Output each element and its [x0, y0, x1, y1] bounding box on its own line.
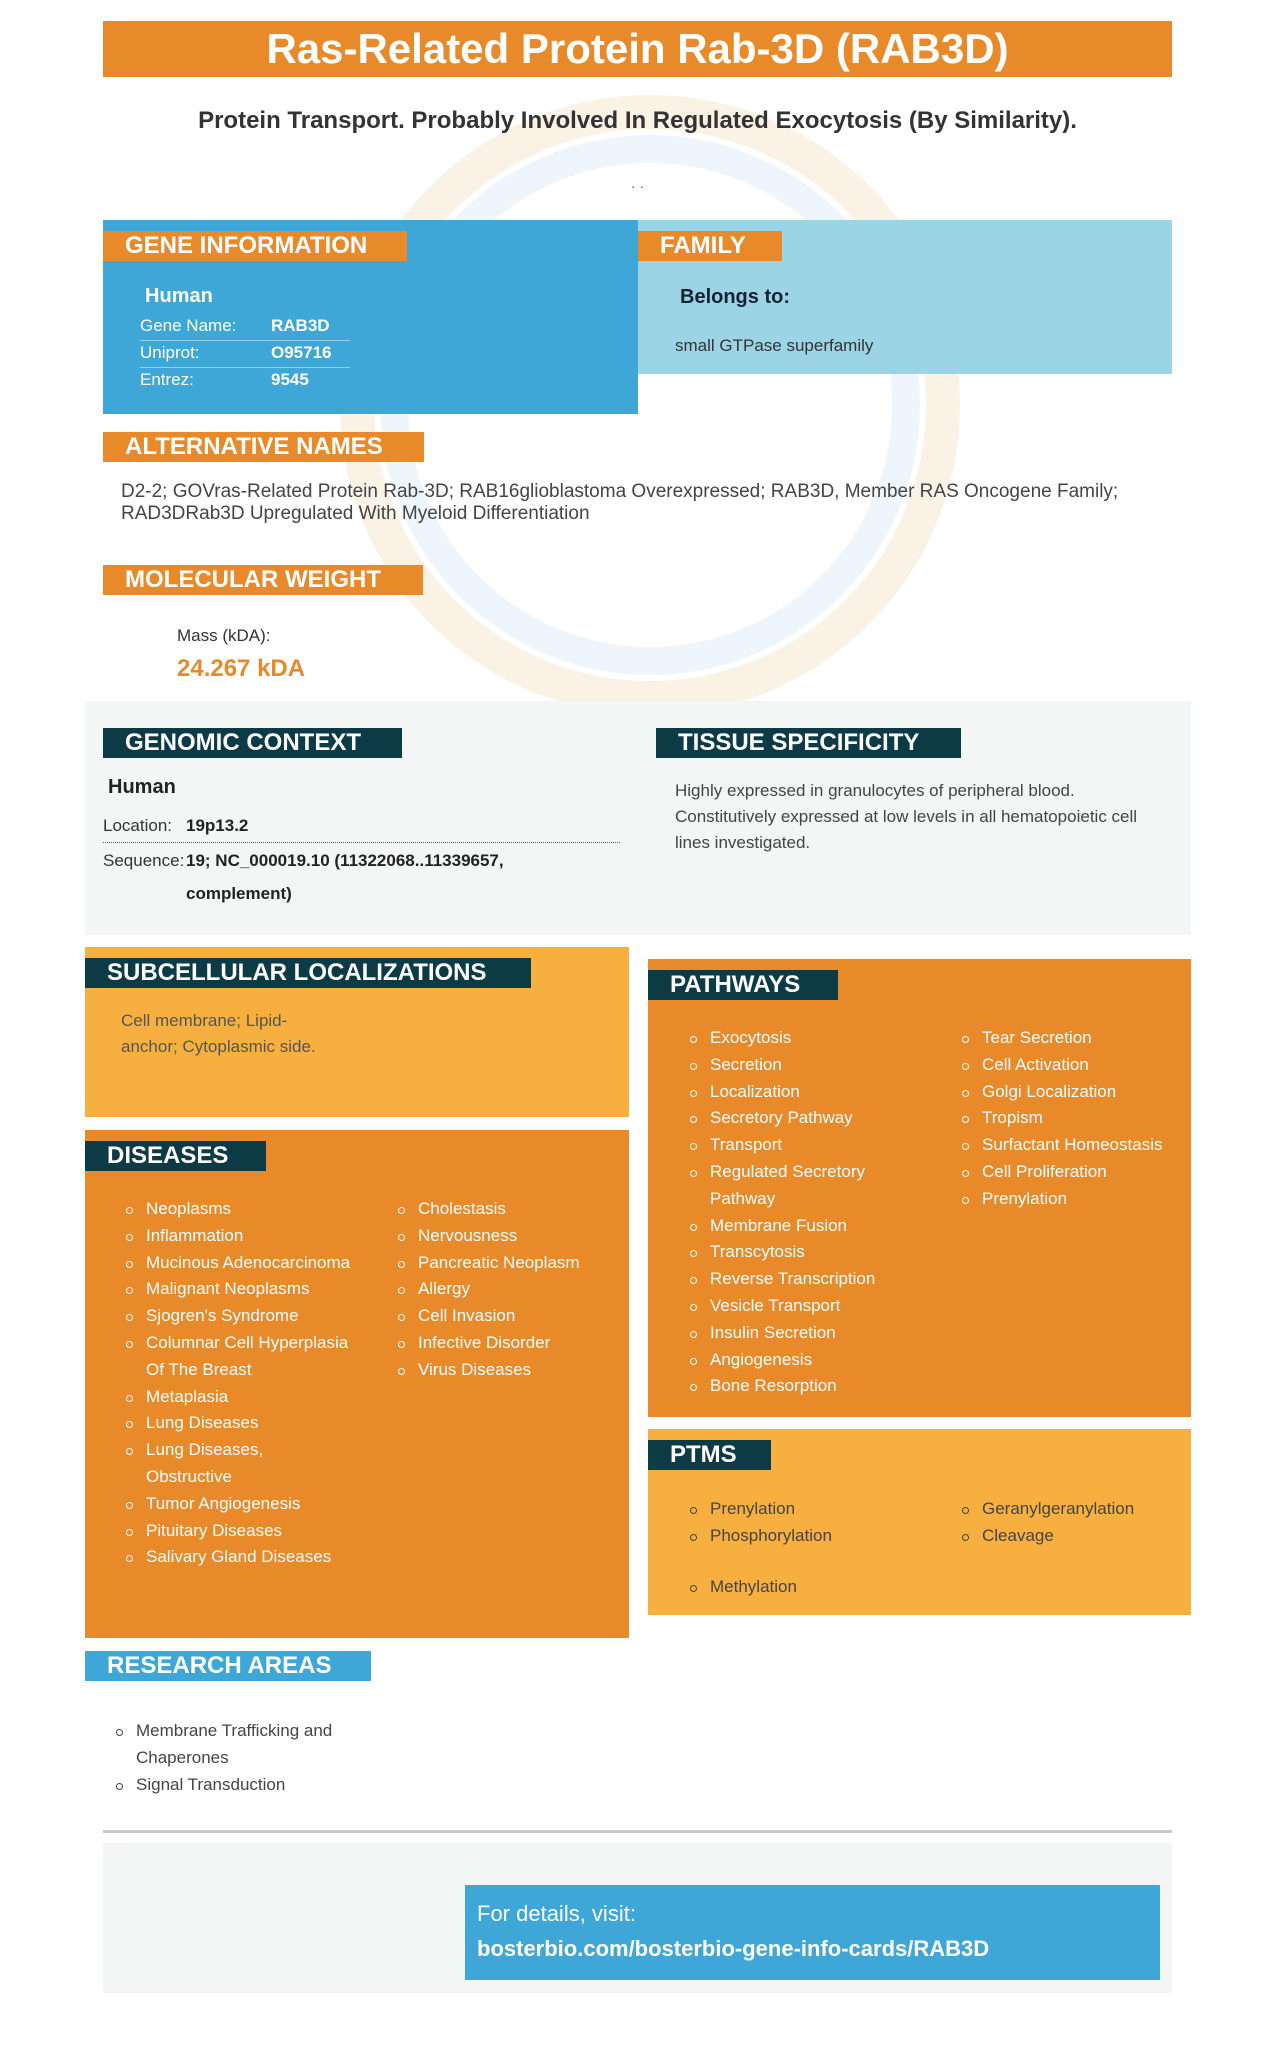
ptms-list-col1b [690, 1574, 910, 1601]
subcellular-header: SUBCELLULAR LOCALIZATIONS [85, 958, 531, 988]
location-label: Location: [103, 816, 172, 835]
pathway-item: Localization [690, 1079, 910, 1106]
disease-item: Inflammation [126, 1223, 351, 1250]
entrez-value: 9545 [271, 370, 309, 389]
disease-item: Virus Diseases [398, 1357, 623, 1384]
disease-item: Lung Diseases, Obstructive [126, 1437, 351, 1491]
research-areas-list [116, 1718, 376, 1798]
pathway-item: Transcytosis [690, 1239, 910, 1266]
pathway-item: Cell Proliferation [962, 1159, 1182, 1186]
disease-item: Cell Invasion [398, 1303, 623, 1330]
pathway-item: Vesicle Transport [690, 1293, 910, 1320]
research-areas-header: RESEARCH AREAS [85, 1651, 371, 1681]
visit-label: For details, visit: [477, 1901, 636, 1926]
pathway-item: Exocytosis [690, 1025, 910, 1052]
gene-row-uniprot [140, 340, 350, 368]
pathway-item: Cell Activation [962, 1052, 1182, 1079]
family-value: small GTPase superfamily [675, 336, 874, 355]
gene-information-header: GENE INFORMATION [103, 231, 407, 261]
diseases-header: DISEASES [85, 1141, 266, 1171]
pathway-item: Tear Secretion [962, 1025, 1182, 1052]
separator-dots: · · [630, 178, 645, 194]
mass-label: Mass (kDA): [177, 626, 271, 645]
tissue-specificity-header: TISSUE SPECIFICITY [656, 728, 961, 758]
disease-item: Nervousness [398, 1223, 623, 1250]
molecular-weight-header: MOLECULAR WEIGHT [103, 565, 423, 595]
disease-item: Tumor Angiogenesis [126, 1491, 351, 1518]
gene-name-value: RAB3D [271, 316, 330, 335]
pathway-item: Golgi Localization [962, 1079, 1182, 1106]
ptms-list-col2 [962, 1496, 1182, 1550]
mass-value: 24.267 kDA [177, 655, 306, 682]
disease-item: Sjogren's Syndrome [126, 1303, 351, 1330]
genomic-species: Human [108, 776, 176, 798]
family-header: FAMILY [638, 231, 782, 261]
entrez-label: Entrez: [140, 370, 194, 389]
pathway-item: Secretion [690, 1052, 910, 1079]
pathway-item: Membrane Fusion [690, 1213, 910, 1240]
pathway-item: Transport [690, 1132, 910, 1159]
disease-item: Lung Diseases [126, 1410, 351, 1437]
pathway-item: Reverse Transcription [690, 1266, 910, 1293]
tissue-specificity-text: Highly expressed in granulocytes of peripheral blood. Constitutively expressed at low levels in all hematopoietic cell lines investigated. [675, 781, 1138, 852]
ptm-item: Prenylation [690, 1496, 910, 1523]
genomic-context-header: GENOMIC CONTEXT [103, 728, 402, 758]
disease-item: Salivary Gland Diseases [126, 1544, 351, 1571]
research-area-item: Signal Transduction [116, 1772, 376, 1799]
disease-item: Allergy [398, 1276, 623, 1303]
subcellular-text-line2: anchor; Cytoplasmic side. [121, 1037, 316, 1056]
location-value: 19p13.2 [186, 816, 249, 835]
ptms-header: PTMS [648, 1440, 771, 1470]
pathway-item: Secretory Pathway [690, 1105, 910, 1132]
page-subtitle: Protein Transport. Probably Involved In Regulated Exocytosis (By Similarity). [198, 107, 1077, 134]
gene-name-label: Gene Name: [140, 316, 237, 335]
disease-item: Cholestasis [398, 1196, 623, 1223]
alternative-names-header: ALTERNATIVE NAMES [103, 432, 424, 462]
sequence-value-line2: complement) [186, 884, 292, 903]
disease-item: Mucinous Adenocarcinoma [126, 1250, 351, 1277]
disease-item: Malignant Neoplasms [126, 1276, 351, 1303]
disease-item: Neoplasms [126, 1196, 351, 1223]
ptm-item: Cleavage [962, 1523, 1182, 1550]
pathways-list-col1 [690, 1025, 910, 1400]
disease-item: Pancreatic Neoplasm [398, 1250, 623, 1277]
diseases-list-col2 [398, 1196, 623, 1384]
genomic-divider [103, 842, 620, 843]
diseases-list-col1 [126, 1196, 351, 1571]
details-link-box[interactable] [465, 1885, 1160, 1980]
pathway-item: Prenylation [962, 1186, 1182, 1213]
pathway-item: Tropism [962, 1105, 1182, 1132]
footer-divider [103, 1830, 1172, 1833]
disease-item: Pituitary Diseases [126, 1518, 351, 1545]
pathways-list-col2 [962, 1025, 1182, 1213]
ptm-item: Geranylgeranylation [962, 1496, 1182, 1523]
gene-row-entrez [140, 367, 350, 394]
gene-row-name [140, 313, 350, 341]
details-url-link[interactable]: bosterbio.com/bosterbio-gene-info-cards/RAB3D [477, 1936, 990, 1961]
page-title: Ras-Related Protein Rab-3D (RAB3D) [103, 21, 1172, 77]
uniprot-label: Uniprot: [140, 343, 200, 362]
pathway-item: Bone Resorption [690, 1373, 910, 1400]
pathways-header: PATHWAYS [648, 970, 838, 1000]
pathway-item: Angiogenesis [690, 1347, 910, 1374]
family-belongs-label: Belongs to: [680, 286, 790, 308]
ptm-item: Phosphorylation [690, 1523, 910, 1550]
ptm-item: Methylation [690, 1574, 910, 1601]
sequence-value-line1: 19; NC_000019.10 (11322068..11339657, [186, 851, 504, 870]
sequence-label: Sequence: [103, 851, 185, 870]
research-area-item: Membrane Trafficking and Chaperones [116, 1718, 376, 1772]
disease-item: Infective Disorder [398, 1330, 623, 1357]
gene-species: Human [145, 285, 213, 307]
disease-item: Metaplasia [126, 1384, 351, 1411]
subcellular-text-line1: Cell membrane; Lipid- [121, 1011, 288, 1030]
pathway-item: Insulin Secretion [690, 1320, 910, 1347]
uniprot-value: O95716 [271, 343, 332, 362]
disease-item: Columnar Cell Hyperplasia Of The Breast [126, 1330, 351, 1384]
pathway-item: Regulated Secretory Pathway [690, 1159, 910, 1213]
ptms-list-col1 [690, 1496, 910, 1550]
pathway-item: Surfactant Homeostasis [962, 1132, 1182, 1159]
alternative-names-text: D2-2; GOVras-Related Protein Rab-3D; RAB16glioblastoma Overexpressed; RAB3D, Member RAS Oncogene Family; RAD3DRab3D Upregulated With Myeloid Differentiation [121, 481, 1119, 524]
